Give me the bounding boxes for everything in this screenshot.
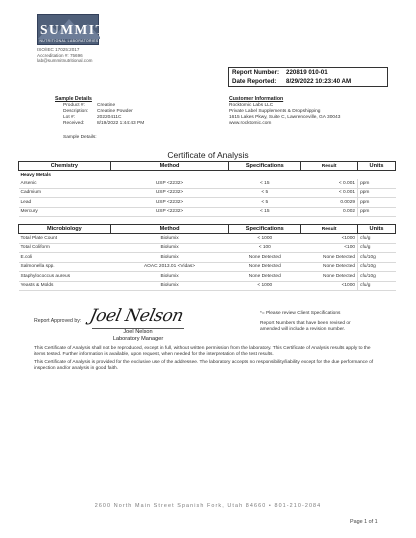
organism-name: Salmonella spp. xyxy=(19,262,111,272)
organism-method: Biolumix xyxy=(110,243,229,253)
organism-units: cfu/g xyxy=(358,243,396,253)
customer-name: Rocktomic Labs LLC xyxy=(229,103,274,108)
disclaimer-reproduction: This Certificate of Analysis shall not be reproduced, except in full, without written permission from the laboratory. This Certificate of Analysis results apply to the items tested. Further information is available, upon request, when needed for the interpretation of the test results. xyxy=(34,346,371,358)
organism-result: <1000 xyxy=(301,281,358,291)
date-reported-value: 8/29/2022 10:23:40 AM xyxy=(286,78,352,85)
organism-result: <100 xyxy=(301,243,358,253)
organism-name: Total Coliform xyxy=(19,243,111,253)
logo-wordmark: SUMMIT xyxy=(40,22,106,37)
report-number-label: Report Number: xyxy=(232,69,280,76)
table-row xyxy=(19,243,396,253)
chemistry-header-row xyxy=(19,162,396,171)
received-value: 8/19/2022 1:44:43 PM xyxy=(97,121,145,127)
description-value: Creatine Powder xyxy=(97,109,133,115)
col-specifications: Specifications xyxy=(229,162,301,171)
organism-units: cfu/10g xyxy=(358,272,396,282)
table-row xyxy=(19,198,396,208)
received-label: Received: xyxy=(63,121,85,127)
coa-title: Certificate of Analysis xyxy=(167,150,249,160)
organism-method: Biolumix xyxy=(110,281,229,291)
customer-info-title: Customer Information xyxy=(229,96,284,102)
logo-subtitle: NUTRITIONAL LABORATORIES xyxy=(39,39,99,43)
organism-result: None Detected xyxy=(301,262,358,272)
organism-result: <1000 xyxy=(301,234,358,244)
amended-note: Report Numbers that have been revised or amended will include a revision number. xyxy=(260,321,351,333)
analyte-method: USP <2232> xyxy=(110,198,229,208)
organism-spec: None Detected xyxy=(229,262,301,272)
organism-units: cfu/g xyxy=(358,281,396,291)
analyte-units: ppm xyxy=(358,179,396,188)
approver-block xyxy=(92,329,184,343)
analyte-name: Mercury xyxy=(19,207,111,217)
organism-name: E.coli xyxy=(19,253,111,263)
analyte-method: USP <2232> xyxy=(110,179,229,188)
date-reported-label: Date Reported: xyxy=(232,78,277,85)
table-row xyxy=(19,253,396,263)
chemistry-table xyxy=(18,161,396,217)
lab-info xyxy=(37,47,92,64)
disclaimer-liability: This Certificate of Analysis is provided for the exclusive use of the addressee. The laboratory accepts no responsibility/liability except for the due performance of inspection and/or analysis in good faith. xyxy=(34,360,374,372)
sample-details-labels xyxy=(63,103,88,127)
iso-line: ISO/IEC 17025:2017 xyxy=(37,47,80,52)
microbiology-header-row xyxy=(19,225,396,234)
page-number: Page 1 of 1 xyxy=(350,519,378,525)
organism-units: cfu/10g xyxy=(358,262,396,272)
analyte-spec: < 5 xyxy=(229,198,301,208)
col-specifications: Specifications xyxy=(229,225,301,234)
col-method: Method xyxy=(110,162,229,171)
analyte-units: ppm xyxy=(358,198,396,208)
report-number-box xyxy=(228,67,388,87)
col-method: Method xyxy=(110,225,229,234)
organism-spec: < 1000 xyxy=(229,234,301,244)
analyte-units: ppm xyxy=(358,188,396,198)
accreditation-line: Accreditation #: 75696 xyxy=(37,52,83,58)
organism-units: cfu/g xyxy=(358,234,396,244)
approver-title: Laboratory Manager xyxy=(112,336,164,342)
organism-method: AOAC 2013.01 <Vidas> xyxy=(110,262,229,272)
approved-by-label: Report Approved by: xyxy=(34,318,82,324)
analyte-result: 0.0029 xyxy=(301,198,358,208)
organism-name: Yeasts & Molds xyxy=(19,281,111,291)
sample-details-label: Sample Details: xyxy=(63,135,97,140)
product-value: Creatine xyxy=(97,103,116,108)
analyte-name: Cadmium xyxy=(19,188,111,198)
col-result: Result xyxy=(301,162,358,171)
table-row xyxy=(19,262,396,272)
organism-spec: None Detected xyxy=(229,272,301,282)
customer-address: 1615 Lakes Pkwy, Suite C, Lawrenceville, GA 30043 xyxy=(229,115,341,121)
report-number-value: 220819 010-01 xyxy=(286,69,328,76)
analyte-result: 0.002 xyxy=(301,207,358,217)
table-row xyxy=(19,188,396,198)
summit-logo xyxy=(37,14,106,45)
organism-method: Biolumix xyxy=(110,253,229,263)
footer-address: 2600 North Main Street Spanish Fork, Utah 84660 • 801-210-2084 xyxy=(94,503,322,509)
col-units: Units xyxy=(358,162,396,171)
organism-spec: None Detected xyxy=(229,253,301,263)
organism-result: None Detected xyxy=(301,272,358,282)
analyte-result: < 0.001 xyxy=(301,179,358,188)
analyte-result: < 0.001 xyxy=(301,188,358,198)
lot-value: 20220411C xyxy=(97,115,122,121)
table-row xyxy=(19,234,396,244)
table-row xyxy=(19,179,396,188)
analyte-spec: < 15 xyxy=(229,207,301,217)
analyte-method: USP <2232> xyxy=(110,207,229,217)
organism-spec: < 100 xyxy=(229,243,301,253)
sample-details-title: Sample Details xyxy=(55,96,92,102)
customer-website: www.rocktomic.com xyxy=(229,121,272,127)
analyte-units: ppm xyxy=(358,207,396,217)
product-label: Product #: xyxy=(63,103,85,108)
table-row xyxy=(19,272,396,282)
group-row-heavy-metals xyxy=(19,171,396,180)
organism-result: None Detected xyxy=(301,253,358,263)
analyte-name: Arsenic xyxy=(19,179,111,188)
col-units: Units xyxy=(358,225,396,234)
lab-email: lab@summitnutritional.com xyxy=(37,58,93,64)
col-result: Result xyxy=(301,225,358,234)
spec-note: *= Please review Client Specifications xyxy=(260,311,341,316)
table-row xyxy=(19,281,396,291)
organism-name: Staphylococcus aureus xyxy=(19,272,111,282)
approver-name: Joel Nelson xyxy=(123,329,153,335)
table-row xyxy=(19,207,396,217)
microbiology-table xyxy=(18,224,396,291)
analyte-name: Lead xyxy=(19,198,111,208)
sample-details-values xyxy=(97,103,144,127)
col-microbiology: Microbiology xyxy=(19,225,111,234)
customer-tagline: Private Label Supplements & Dropshipping xyxy=(229,109,321,115)
lot-label: Lot #: xyxy=(63,115,76,121)
organism-units: cfu/10g xyxy=(358,253,396,263)
analyte-spec: < 5 xyxy=(229,188,301,198)
analyte-method: USP <2232> xyxy=(110,188,229,198)
analyte-spec: < 15 xyxy=(229,179,301,188)
customer-info xyxy=(229,103,340,127)
organism-method: Biolumix xyxy=(110,234,229,244)
organism-method: Biolumix xyxy=(110,272,229,282)
signature: Joel Nelson xyxy=(87,306,185,326)
description-label: Description: xyxy=(63,109,89,115)
col-chemistry: Chemistry xyxy=(19,162,111,171)
organism-spec: < 1000 xyxy=(229,281,301,291)
organism-name: Total Plate Count xyxy=(19,234,111,244)
group-heavy-metals: Heavy Metals xyxy=(20,172,51,178)
